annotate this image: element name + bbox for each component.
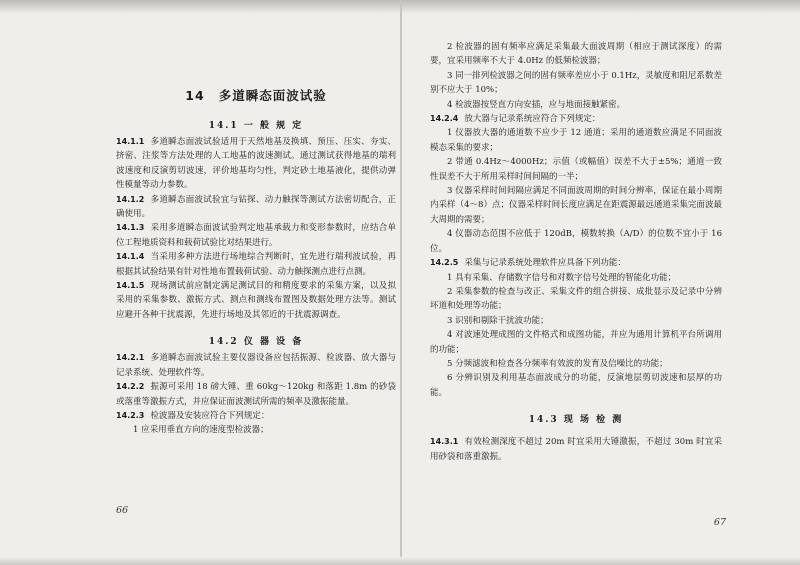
clause-number: 14.2.5 [430,258,459,268]
clause-number: 14.2.2 [116,382,145,392]
list-item: 4 对波速处理成图的文件格式和成图功能，并应为通用计算机平台所调用的功能； [430,330,722,355]
clause-number: 14.2.1 [116,353,145,363]
list-item: 4 检波器按竖直方向安插，应与地面接触紧密。 [447,99,626,110]
clause-text: 多道瞬态面波试验宜与钻探、动力触探等测试方法密切配合，正确使用。 [116,194,396,220]
clause-number: 14.1.2 [116,194,145,204]
clause-number: 14.1.4 [116,252,145,262]
clause-14-1-3 [116,221,396,250]
clause-text: 多道瞬态面波试验主要仪器设备应包括振源、检波器、放大器与记录系统、处理软件等。 [116,353,396,378]
list-item: 2 检波器的固有频率应满足采集最大面波周期（相应于测试深度）的需要，宜采用频率不大于 4.0Hz 的低频检波器； [430,42,722,67]
clause-text: 当采用多种方法进行场地综合判断时，宜先进行瑞利波试验，再根据其试验结果有针对性地布置载荷试验、动力触探测点进行点测。 [116,252,396,277]
clause-number: 14.3.1 [430,437,459,447]
chapter-heading [116,86,396,104]
list-item: 1 具有采集、存储数字信号和对数字信号处理的智能化功能； [447,272,677,283]
clause-number: 14.1.5 [116,281,145,291]
clause-text: 振源可采用 18 磅大锤、重 60kg～120kg 和落距 1.8m 的砂袋或落重等激振方式，并应保证面波测试所需的频率及激振能量。 [116,382,396,407]
clause-14-1-1 [116,135,396,193]
list-item: 1 应采用垂直方向的速度型检波器； [133,425,269,436]
book-spine [400,0,402,565]
list-item: 3 识别和剔除干扰波功能； [447,315,549,326]
chapter-title: 多道瞬态面波试验 [218,88,327,103]
clause-14-2-1 [116,351,396,380]
clause-14-2-3 [116,409,396,423]
clause-text: 放大器与记录系统应符合下列规定： [464,114,601,125]
page-number: 67 [713,517,726,528]
clause-text: 采用多道瞬态面波试验判定地基承载力和变形参数时，应结合单位工程地质资料和载荷试验比对结果进行。 [116,223,396,248]
clause-14-2-2 [116,380,396,409]
section-heading-14-1: 14.1 一 般 规 定 [208,121,304,131]
list-item: 6 分辨识别及利用基态面波成分的功能，反演地层剪切波速和层厚的功能。 [430,373,722,398]
spacer [430,400,722,412]
clause-number: 14.2.3 [116,410,145,420]
clause-number: 14.1.3 [116,223,145,233]
list-item: 2 带通 0.4Hz～4000Hz；示值（或幅值）误差不大于±5%；通道一致性误差不大于所用采样时间间隔的一半； [430,157,722,182]
clause-14-2-4 [430,112,722,126]
clause-14-1-5 [116,279,396,322]
clause-text: 多道瞬态面波试验适用于天然地基及换填、预压、压实、夯实、挤密、注浆等方法处理的人工地基的波速测试。通过测试获得地基的瑞利波速度和反演剪切波速，评价地基均匀性，判定砂土地基液化，提供动弹性模量等动力参数。 [116,137,396,191]
right-page [430,0,726,565]
list-item: 4 仪器动态范围不应低于 120dB，模数转换（A/D）的位数不宜小于 16 位。 [430,229,722,254]
clause-text: 有效检测深度不超过 20m 时宜采用大锤激振，不超过 30m 时宜采用砂袋和落重激振。 [430,437,722,462]
chapter-number: 14 [185,88,205,103]
left-page-body [116,86,396,438]
section-heading-14-3: 14.3 现 场 检 测 [528,415,624,426]
clause-14-1-4 [116,250,396,279]
clause-text: 采集与记录系统处理软件应具备下列功能： [464,258,626,269]
clause-14-2-5 [430,256,722,270]
list-item: 3 同一排列检波器之间的固有频率差应小于 0.1Hz，灵敏度和阻尼系数差别不应大于 10%； [430,70,722,96]
left-page [116,0,396,565]
page-number: 66 [116,505,129,516]
list-item: 2 采集参数的检查与改正、采集文件的组合拼接、成批显示及记录中分辨坏道和处理等功能； [430,286,722,312]
clause-text: 检波器及安装应符合下列规定： [150,410,270,421]
section-heading-14-2: 14.2 仪 器 设 备 [208,337,304,348]
spacer [116,322,396,334]
clause-text: 现场测试前应制定满足测试目的和精度要求的采集方案，以及拟采用的采集参数、激振方式、测点和测线布置图及数据处理方法等。测试应避开各种干扰震源，先进行场地及其邻近的干扰震源调查。 [116,281,396,320]
right-page-body [430,40,722,464]
clause-number: 14.1.1 [116,137,145,146]
list-item: 5 分频滤波和检查各分频率有效波的发育及信噪比的功能； [447,358,668,369]
clause-14-3-1 [430,435,722,464]
clause-14-1-2 [116,193,396,222]
clause-number: 14.2.4 [430,114,459,124]
list-item: 3 仪器采样时间间隔应满足不同面波周期的时间分辨率，保证在最小周期内采样（4～8）点；仪器采样时间长度应满足在距震源最远通道采集完面波最大周期的需要； [430,186,722,225]
list-item: 1 仪器放大器的通道数不应少于 12 通道；采用的通道数应满足不同面波模态采集的要求； [430,128,722,153]
